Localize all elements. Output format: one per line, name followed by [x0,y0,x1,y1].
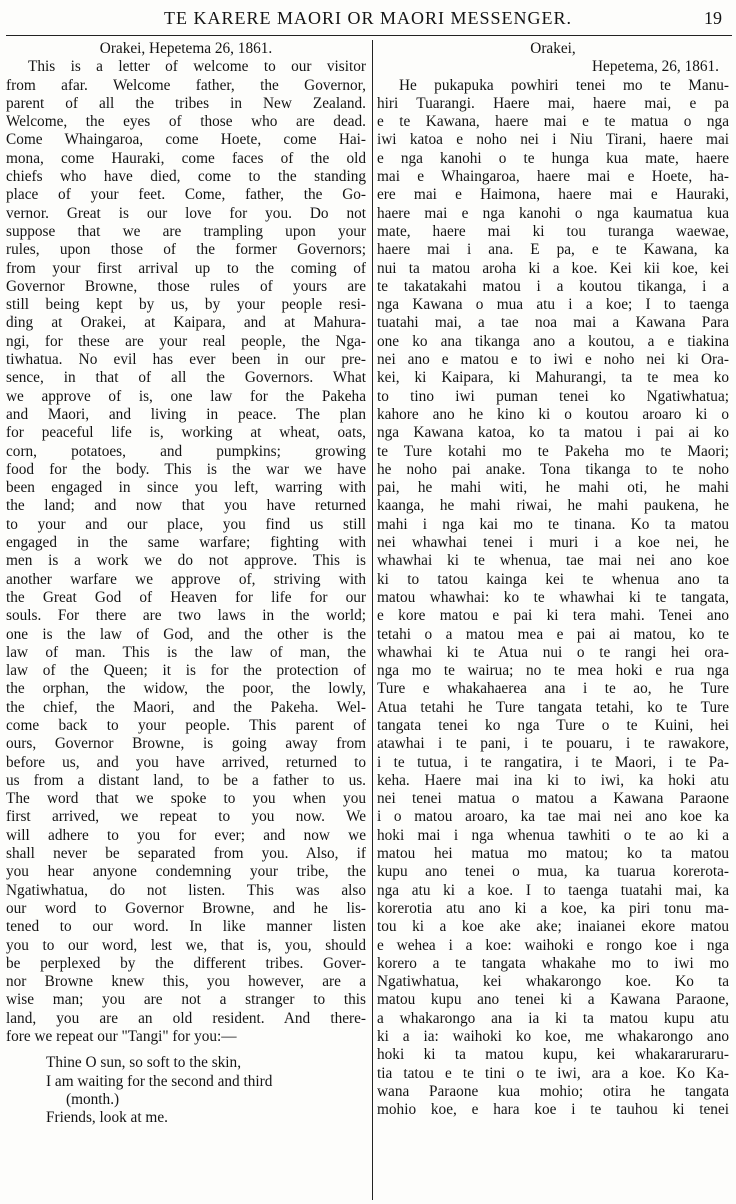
english-text-line: corn, potatoes, and pumpkins; growing [6,442,366,460]
maori-text-line: nei tenei matua o matou a Kawana Paraone [377,790,729,808]
english-text-line: you hear anyone condemning your tribe, the [6,863,366,881]
english-text-line: suppose that we are trampling upon your [6,222,366,240]
maori-text-line: haere mai i ana. E pa, e te Kawana, ka [377,241,729,259]
maori-text-line: ki a ia: waihoki ko koe, me whakarongo ano [377,1028,729,1046]
english-text-line: shall never be separated from you. Also, if [6,845,366,863]
maori-text-line: nui ta matou aroha ki a koe. Kei kii koe, kei [377,259,729,277]
maori-text-line: nga mo te wairua; no te mea hoki e rua nga [377,662,729,680]
english-text-line: fore we repeat our "Tangi" for you:— [6,1028,237,1046]
maori-text-line: e nga kanohi o te hunga kua mate, haere [377,149,729,167]
maori-text-line: nga Kawana o mua atu i a koe; I to taenga [377,296,729,314]
maori-text-line: kupu ano tenei o mua, ka tuarua korerota- [377,863,729,881]
english-text-line: sence, in that of all the Governors. What [6,369,366,387]
english-text-line: tiwhatua. No evil has ever been in our pre- [6,351,366,369]
english-text-line: rules, upon those of the former Governors; [6,241,366,259]
english-text-line: be perplexed by the different tribes. Gover- [6,954,366,972]
verse-line: Thine O sun, so soft to the skin, [46,1054,242,1072]
maori-text-line: i o matou aroaro, ka tae mai nei ano koe ka [377,808,729,826]
english-text-line: parent of all the tribes in New Zealand. [6,94,366,112]
maori-text-line: nei whawhai tenei i muri i a koe nei, he [377,534,729,552]
english-text-line: we approve of is, one law for the Pakeha [6,387,366,405]
maori-text-line: te Ture kotahi mo te Pakeha mo te Maori; [377,442,729,460]
english-text-line: from afar. Welcome father, the Governor, [6,76,366,94]
maori-text-line: kahore ano he kino ki o koutou aroaro ki o [377,405,729,423]
english-text-line: men is a work we do not approve. This is [6,552,366,570]
verse-line: I am waiting for the second and third [46,1072,273,1090]
maori-text-line: korerotia atu ano ki a koe, ka piri tonu ma- [377,899,729,917]
english-text-line: law of the Queen; it is for the protection of [6,662,366,680]
english-text-line: our word to Governor Browne, and he lis- [6,899,366,917]
maori-text-line: Ngatiwhatua, kei whakarongo koe. Ko ta [377,973,729,991]
maori-text-line: e kore matou e pai ki tera mahi. Tenei ano [377,607,729,625]
maori-text-line: Ture e whakahaerea ana i te ao, he Ture [377,680,729,698]
english-text-line: Governor Browne, those rules of yours are [6,277,366,295]
maori-text-line: ere mai e Haimona, haere mai e Hauraki, [377,186,729,204]
maori-text-line: te takatakahi matou i a koutou tikanga, i a [377,277,729,295]
english-text-line: ours, Governor Browne, is going away from [6,735,366,753]
english-text-line: the Great God of Heaven for life for our [6,588,366,606]
maori-text-line: whawhai ki te whenua, tae mai nei ano koe [377,552,729,570]
maori-text-line: a whakarongo ana ia ki ta matou kupu atu [377,1009,729,1027]
english-text-line: ngi, for these are your real people, the Nga- [6,332,366,350]
maori-text-line: nei ano e matou e to iwi e noho nei ki Ora- [377,351,729,369]
maori-text-line: wana Paraone kua mohio; otira he tangata [377,1082,729,1100]
column-divider [372,40,373,1200]
maori-text-line: mai e Whaingaroa, haere mai e Hoete, ha- [377,168,729,186]
maori-text-line: Atua tetahi he Ture tangata tetahi, ko te Ture [377,698,729,716]
english-text-line: food for the body. This is the war we have [6,460,366,478]
english-text-line: law of man. This is the law of man, the [6,643,366,661]
english-text-line: to your and our place, you find us still [6,515,366,533]
maori-text-line: korero a te tangata whakahe mo to iwi mo [377,954,729,972]
english-text-line: us from a distant land, to be a father to us. [6,771,366,789]
maori-text-line: kaanga, he mahi riwai, he mahi paukena, he [377,497,729,515]
english-text-line: engaged in the same warfare; fighting with [6,534,366,552]
maori-text-line: ki to tatou kainga kei te whenua ano ta [377,570,729,588]
english-text-line: This is a letter of welcome to our visitor [28,58,366,76]
english-text-line: ding at Orakei, at Kaipara, and at Mahura- [6,314,366,332]
english-column [6,40,366,1128]
english-text-line: place of your feet. Come, father, the Go- [6,186,366,204]
english-text-line: one is the law of God, and the other is the [6,625,366,643]
maori-text-line: e wehea i a koe: waihoki e rongo koe i nga [377,936,729,954]
english-text-line: The word that we spoke to you when you [6,790,366,808]
maori-text-line: hoki mai i nga whenua tawhiti o te ao ki a [377,826,729,844]
english-text-line: first arrived, we repeat to you now. We [6,808,366,826]
english-text-line: souls. For there are two laws in the world; [6,607,366,625]
maori-text-line: mate, haere mai ki tou turanga waewae, [377,222,729,240]
maori-text-line: whawhai ki te Atua nui o te rangi hei ora- [377,643,729,661]
maori-text-line: matou kupu ano tenei ki a Kawana Paraone, [377,991,729,1009]
maori-text-line: mahi i nga kai mo te tinana. Ko ta matou [377,515,729,533]
maori-text-line: hoki ki ta matou kupu, kei whakararuraru- [377,1046,729,1064]
maori-text-line: tou ki a koe ake ake; inaianei ekore matou [377,918,729,936]
english-text-line: still being kept by us, by your people resi- [6,296,366,314]
english-text-line: mona, come Hauraki, come faces of the old [6,149,366,167]
english-text-line: for peaceful life is, working at wheat, oats, [6,424,366,442]
running-header [0,6,736,34]
maori-text-line: e te Kawana, haere mai e te matua o nga [377,113,729,131]
english-text-line: Come Whaingaroa, come Hoete, come Hai- [6,131,366,149]
maori-text-line: keha. Haere mai ina ki to iwi, ka hoki atu [377,771,729,789]
maori-dateline-date: Hepetema, 26, 1861. [591,58,719,76]
english-text-line: you to our word, lest we, that is, you, should [6,936,366,954]
english-text-line: nor Browne knew this, you however, are a [6,973,366,991]
english-text-line: another warfare we approve of, striving with [6,570,366,588]
maori-text-line: He pukapuka powhiri tenei mo te Manu- [399,76,729,94]
maori-text-line: pai, he mahi witi, he mahi oti, he mahi [377,479,729,497]
english-text-line: the chief, the Maori, and the Pakeha. Wel- [6,698,366,716]
maori-text-line: mohio koe, e hara koe i te tauhou ki tenei [377,1101,729,1119]
english-text-line: the orphan, the widow, the poor, the lowly, [6,680,366,698]
maori-text-line: nga Kawana katoa, ko ta matou i pai ai ko [377,424,729,442]
english-text-line: land, you are an old resident. And there- [6,1009,366,1027]
maori-dateline-place: Orakei, [530,40,576,57]
maori-text-line: matou hei matua mo matou; ko ta matou [377,845,729,863]
english-text-line: Ngatiwhatua, do not listen. This was also [6,881,366,899]
english-text-line: wise man; you are not a stranger to this [6,991,366,1009]
maori-text-line: he noho pai anake. Tona tikanga to te noho [377,460,729,478]
header-rule [6,35,732,36]
newspaper-title: TE KARERE MAORI OR MAORI MESSENGER. [163,8,573,28]
maori-text-line: tia tatou e te tini o te iwi, ara a koe. Ko Ka- [377,1064,729,1082]
maori-text-line: atawhai i te pani, i te pouaru, i te rawakore, [377,735,729,753]
maori-text-line: matou whawhai: ko te whawhai ki te tangata, [377,588,729,606]
english-text-line: and Maori, and living in peace. The plan [6,405,366,423]
english-text-line: will adhere to you for ever; and now we [6,826,366,844]
english-text-line: tened to our word. In like manner listen [6,918,366,936]
english-text-line: the land; and now that you have returned [6,497,366,515]
english-text-line: before us, and you have arrived, returned to [6,753,366,771]
english-text-line: from your first arrival up to the coming of [6,259,366,277]
maori-text-line: nga atu ki a koe. I to taenga tuatahi mai, ka [377,881,729,899]
page-number: 19 [704,8,722,28]
maori-column [377,40,729,1120]
english-text-line: come back to your people. This parent of [6,716,366,734]
verse-line: (month.) [66,1090,120,1108]
maori-text-line: i te tutua, i te rangatira, i te Maori, i te Pa- [377,753,729,771]
english-dateline: Orakei, Hepetema 26, 1861. [99,40,273,57]
maori-text-line: to tino iwi puman tenei ko Ngatiwhatua; [377,387,729,405]
maori-text-line: one ko ana tikanga ano a koutou, a e tiakina [377,332,729,350]
maori-text-line: tuatahi mai, a tae noa mai a Kawana Para [377,314,729,332]
maori-text-line: hiri Tuarangi. Haere mai, haere mai, e pa [377,94,729,112]
english-text-line: Welcome, the eyes of those who are dead. [6,113,366,131]
verse-line: Friends, look at me. [46,1109,168,1127]
maori-text-line: tangata tenei ko nga Ture o te Kuini, hei [377,716,729,734]
english-text-line: chiefs who have died, come to the standing [6,168,366,186]
maori-text-line: haere mai e nga kanohi o nga kaumatua kua [377,204,729,222]
maori-text-line: tetahi o a matou mea e pai ai matou, ko te [377,625,729,643]
english-text-line: vernor. Great is our love for you. Do not [6,204,366,222]
maori-text-line: iwi katoa e noho nei i Niu Tirani, haere mai [377,131,729,149]
maori-text-line: kei, ki Kaipara, ki Mahurangi, ta te mea ko [377,369,729,387]
english-text-line: been engaged in since you left, warring with [6,479,366,497]
